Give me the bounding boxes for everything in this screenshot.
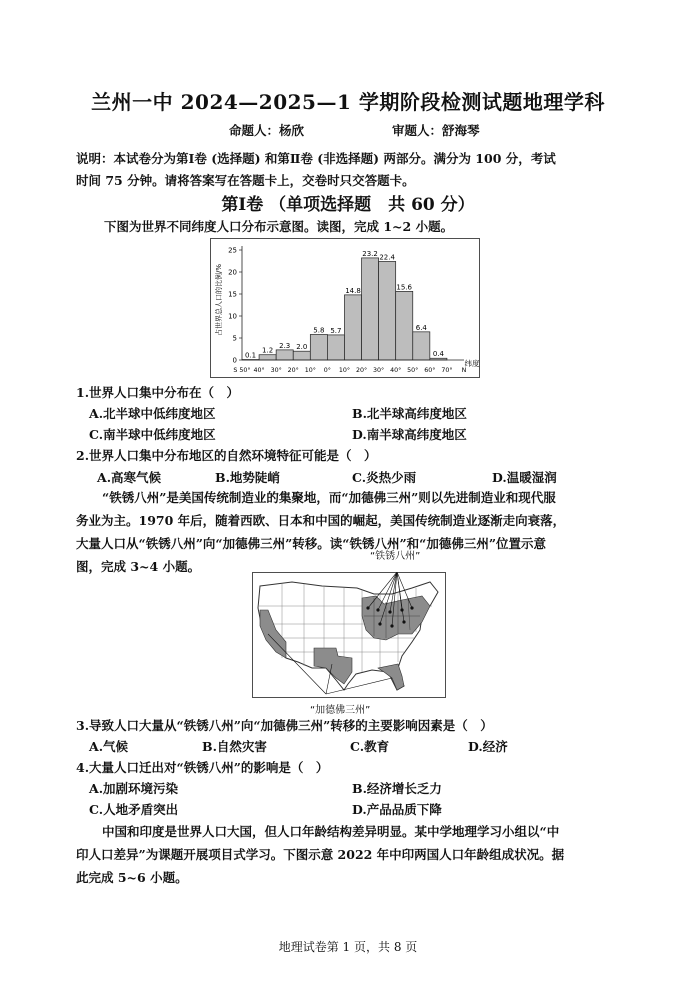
q2-option-a[interactable]: A.高寒气候 — [97, 470, 162, 485]
q3-option-d[interactable]: D.经济 — [468, 739, 508, 754]
q1-option-c[interactable]: C.南半球中低纬度地区 — [89, 427, 216, 442]
y-tick-label: 0 — [232, 356, 237, 365]
x-tick-label: 60° — [424, 367, 436, 374]
bar-value-label: 5.7 — [330, 326, 342, 335]
bar-value-label: 14.8 — [345, 286, 361, 295]
bar — [327, 335, 344, 360]
question-lead: 下图为世界不同纬度人口分布示意图。读图，完成 1~2 小题。 — [104, 219, 454, 234]
chart-bars — [242, 250, 447, 360]
instructions-line: 说明：本试卷分为第Ⅰ卷 (选择题) 和第Ⅱ卷 (非选择题) 两部分。满分为 100 分，考试 — [76, 151, 556, 166]
x-tick-label: 20° — [355, 367, 368, 374]
bar-value-label: 0.1 — [244, 351, 257, 360]
page-footer: 地理试卷第 1 页，共 8 页 — [278, 940, 418, 954]
x-tick-label: 10° — [304, 367, 316, 374]
bar — [379, 261, 396, 360]
x-tick-label: 40° — [390, 367, 402, 374]
q3-option-b[interactable]: B.自然灾害 — [202, 739, 267, 754]
x-axis-ticks — [233, 366, 466, 374]
x-tick-label: 30° — [270, 367, 282, 374]
q1-option-b[interactable]: B.北半球高纬度地区 — [352, 406, 467, 421]
question-3-stem: 3.导致人口大量从“铁锈八州”向“加德佛三州”转移的主要影响因素是（ ） — [76, 718, 493, 733]
bar-value-label: 15.6 — [396, 283, 413, 292]
bar — [344, 295, 361, 360]
passage-line: 大量人口从“铁锈八州”向“加德佛三州”转移。读“铁锈八州”和“加德佛三州”位置示意 — [76, 536, 547, 551]
y-tick-label: 15 — [228, 290, 237, 299]
bar-value-label: 1.2 — [262, 346, 274, 355]
y-axis-label: 占世界总人口的比例/% — [215, 263, 223, 337]
q4-option-b[interactable]: B.经济增长乏力 — [352, 781, 442, 796]
x-axis-label: 纬度 — [464, 359, 480, 368]
x-tick-label: 30° — [373, 367, 385, 374]
q4-option-a[interactable]: A.加剧环境污染 — [89, 781, 179, 796]
map-label-sun-belt: “加德佛三州” — [310, 705, 371, 716]
y-axis-ticks — [228, 247, 242, 365]
passage-line: “铁锈八州”是美国传统制造业的集聚地，而“加德佛三州”则以先进制造业和现代服 — [102, 490, 556, 505]
passage-rust-belt — [76, 486, 624, 578]
q1-option-d[interactable]: D.南半球高纬度地区 — [352, 427, 467, 442]
question-2-stem: 2.世界人口集中分布地区的自然环境特征可能是（ ） — [76, 448, 377, 463]
exam-instructions — [76, 148, 624, 192]
bar-value-label: 6.4 — [415, 323, 427, 332]
bar — [293, 351, 310, 360]
usa-map — [252, 572, 446, 698]
passage-line: 中国和印度是世界人口大国，但人口年龄结构差异明显。某中学地理学习小组以“中 — [102, 824, 560, 839]
passage-china-india — [76, 820, 624, 889]
map-label-rust-belt: “铁锈八州” — [370, 551, 421, 562]
x-tick-label: 50° — [407, 367, 419, 374]
question-setter: 命题人：杨欣 — [229, 123, 305, 138]
bar-value-label: 2.0 — [296, 343, 308, 352]
bar — [413, 332, 430, 360]
section-title: 第Ⅰ卷 （单项选择题 共 60 分） — [221, 195, 475, 215]
q3-option-a[interactable]: A.气候 — [89, 739, 129, 754]
passage-line: 务业为主。1970 年后，随着西欧、日本和中国的崛起，美国传统制造业逐渐走向衰落， — [76, 513, 566, 528]
bar-value-label: 0.4 — [432, 350, 444, 359]
bar — [276, 350, 293, 360]
q3-option-c[interactable]: C.教育 — [350, 739, 390, 754]
q4-option-d[interactable]: D.产品品质下降 — [352, 802, 442, 817]
bar-value-label: 2.3 — [279, 341, 291, 350]
question-reviewer: 审题人：舒海琴 — [392, 123, 480, 138]
x-tick-label: 70° — [441, 367, 453, 374]
bar — [259, 355, 276, 360]
question-4-stem: 4.大量人口迁出对“铁锈八州”的影响是（ ） — [76, 760, 329, 775]
passage-line: 此完成 5~6 小题。 — [76, 870, 188, 885]
x-tick-label: N — [461, 367, 467, 374]
bar — [310, 334, 327, 360]
latitude-population-chart — [210, 238, 480, 378]
bar-value-label: 23.2 — [362, 249, 378, 258]
q4-option-c[interactable]: C.人地矛盾突出 — [89, 802, 179, 817]
instructions-line: 时间 75 分钟。请将答案写在答题卡上，交卷时只交答题卡。 — [76, 173, 415, 188]
passage-line: 印人口差异”为课题开展项目式学习。下图示意 2022 年中印两国人口年龄组成状况。据 — [76, 847, 565, 862]
q2-option-d[interactable]: D.温暖湿润 — [492, 470, 557, 485]
q1-option-a[interactable]: A.北半球中低纬度地区 — [89, 406, 216, 421]
y-tick-label: 25 — [228, 246, 237, 255]
exam-title: 兰州一中 2024—2025—1 学期阶段检测试题地理学科 — [91, 90, 605, 114]
x-tick-label: 0° — [323, 367, 331, 374]
passage-line: 图，完成 3~4 小题。 — [76, 559, 201, 574]
y-tick-label: 5 — [232, 334, 237, 343]
question-1-stem: 1.世界人口集中分布在（ ） — [76, 385, 240, 400]
bar — [362, 258, 379, 360]
y-tick-label: 20 — [228, 268, 237, 277]
x-tick-label: S 50° — [233, 367, 251, 374]
x-tick-label: 20° — [287, 367, 299, 374]
x-tick-label: 40° — [253, 367, 265, 374]
q2-option-b[interactable]: B.地势陡峭 — [215, 470, 280, 485]
x-tick-label: 10° — [338, 367, 351, 374]
y-tick-label: 10 — [228, 312, 237, 321]
q2-option-c[interactable]: C.炎热少雨 — [352, 470, 417, 485]
bar-value-label: 5.8 — [313, 326, 325, 335]
bar — [396, 291, 413, 360]
bar-value-label: 22.4 — [379, 253, 395, 262]
